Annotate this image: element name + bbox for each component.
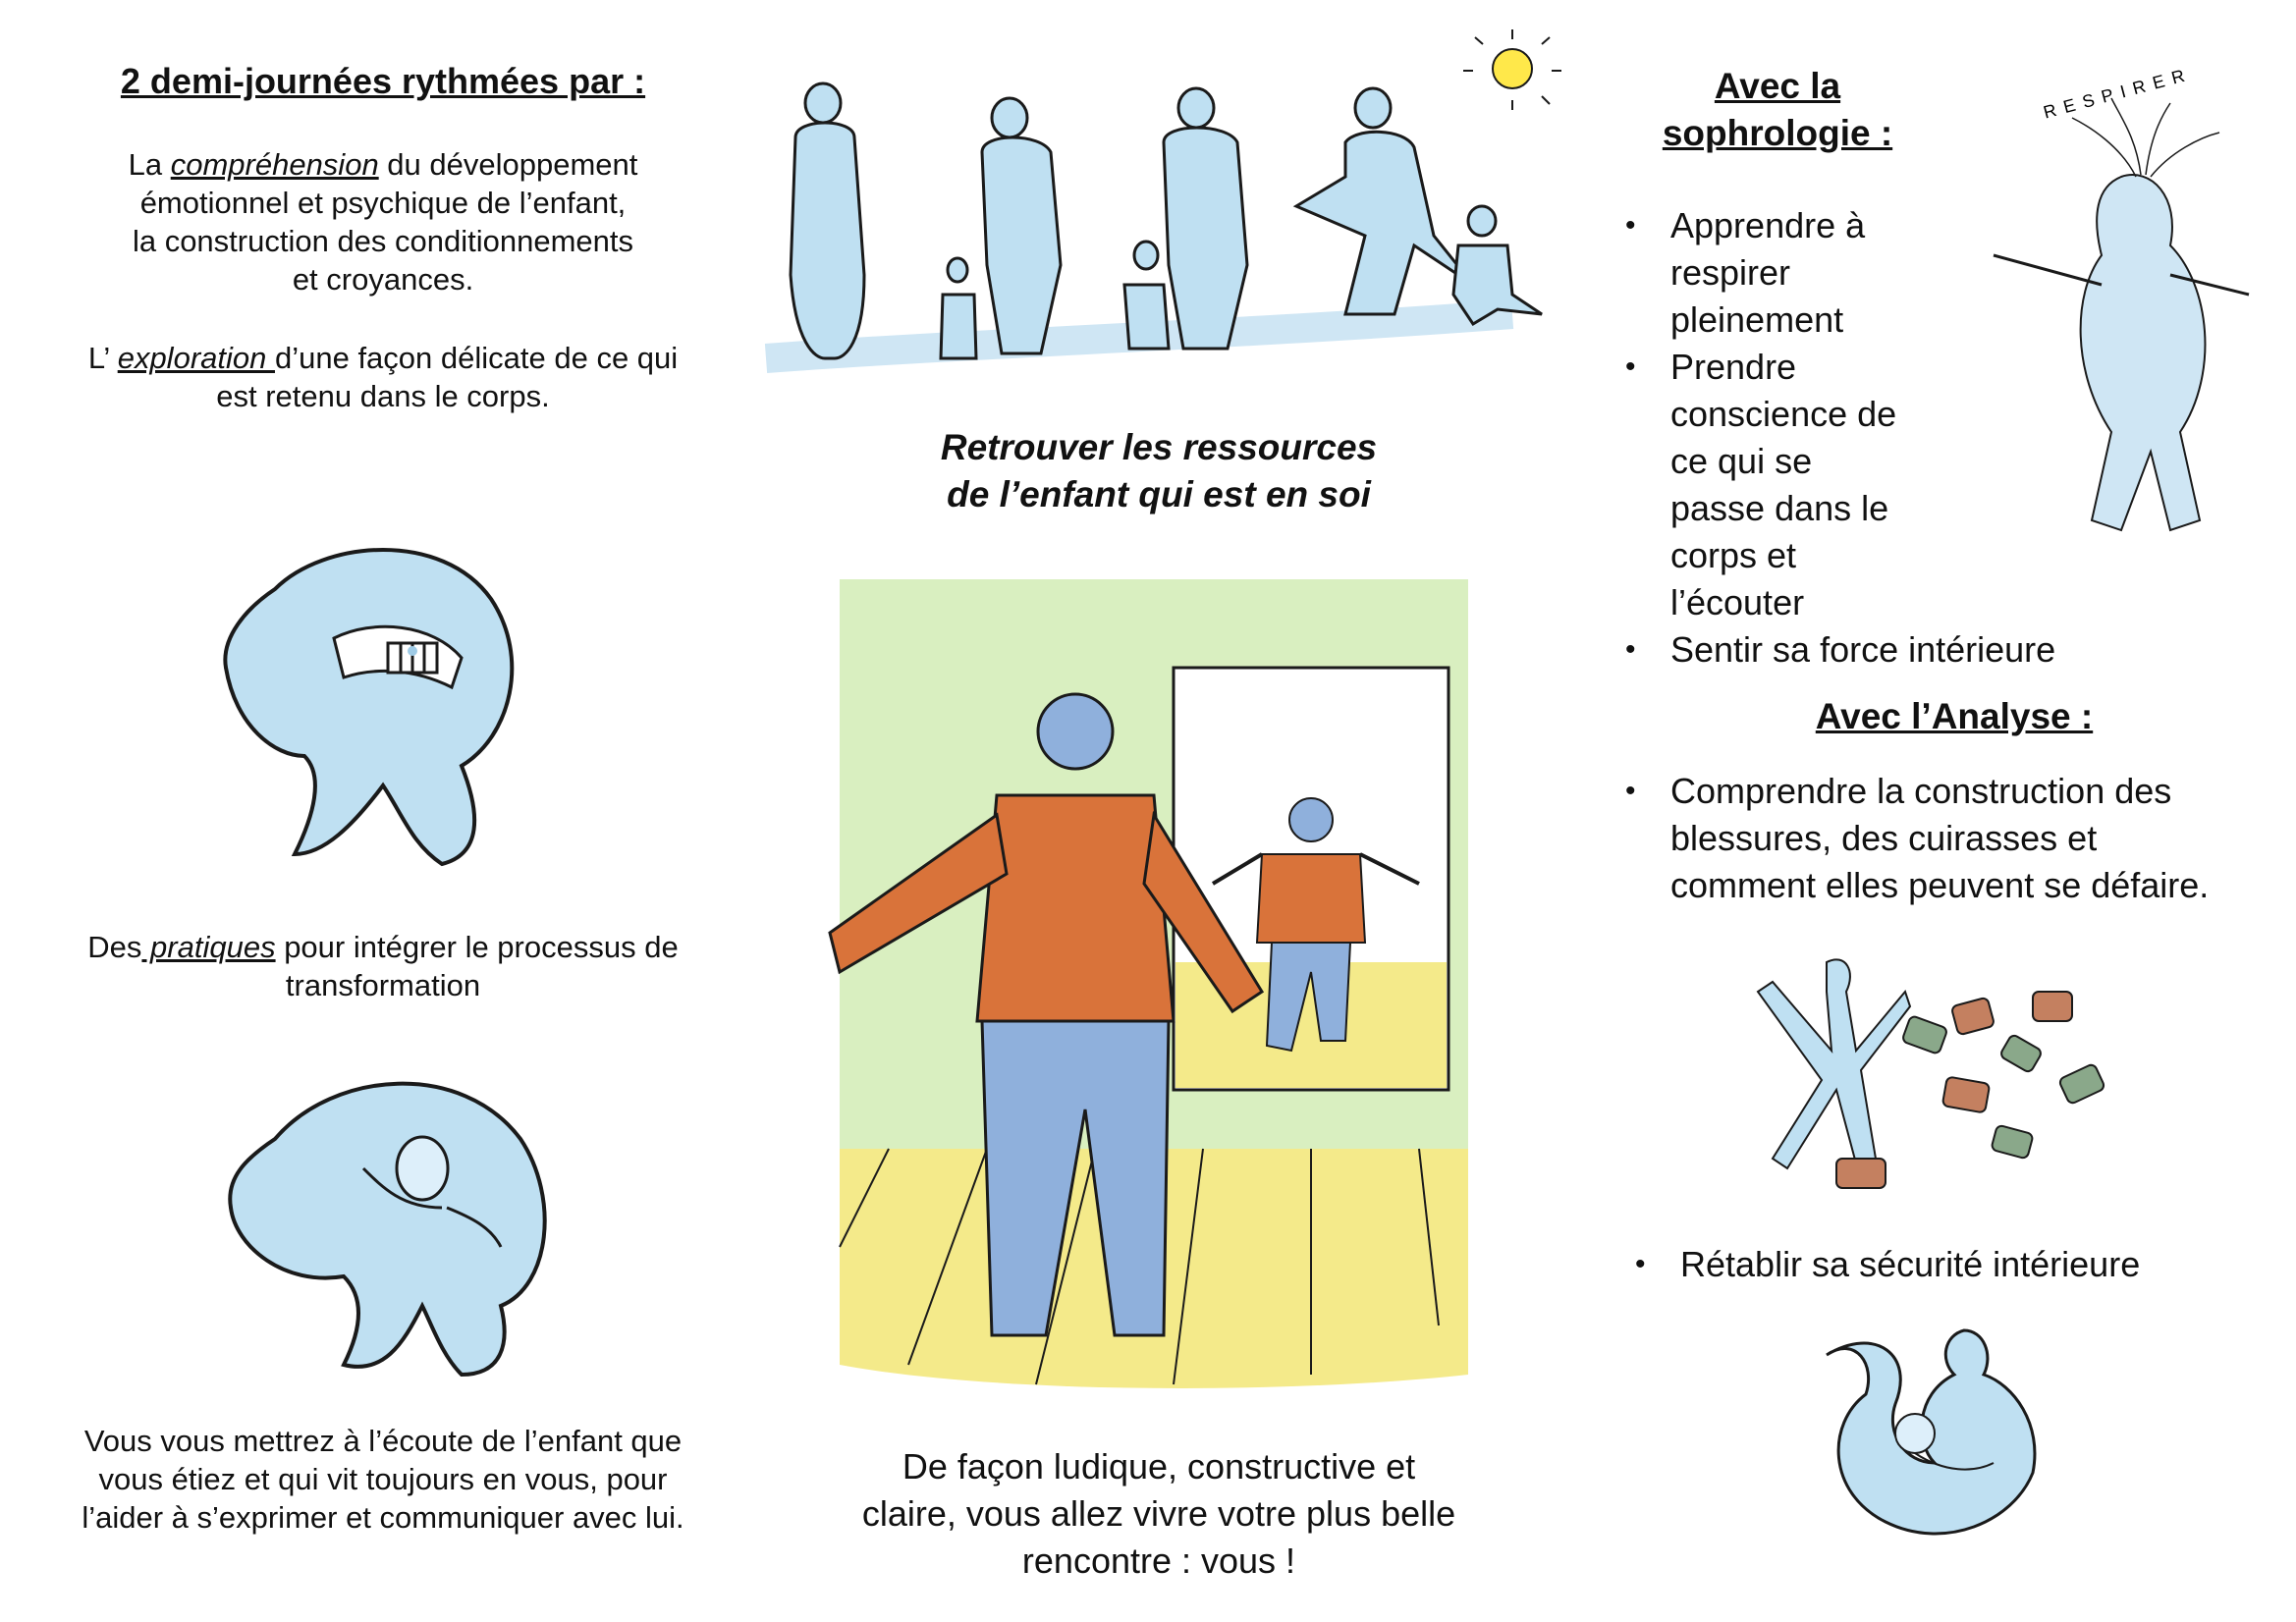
breathing-figure-illustration	[1974, 59, 2269, 550]
center-title: Retrouver les ressources de l’enfant qui est en soi	[940, 427, 1378, 514]
paragraph-ecoute: Vous vous mettrez à l’écoute de l’enfant que vous étiez et qui vit toujours en vous, pour l’aider à s’exprimer et communiquer avec lui.	[82, 1424, 684, 1535]
emphasis-exploration: exploration	[117, 341, 275, 375]
emphasis-comprehension: compréhension	[170, 147, 379, 182]
armor-breaking-illustration	[1748, 933, 2160, 1208]
left-heading: 2 demi-journées rythmées par :	[120, 61, 646, 101]
list-item: • Prendre conscience de ce qui se passe dans le corps et l’écouter	[1625, 344, 2116, 626]
hugging-figure-illustration	[216, 1060, 570, 1394]
mirror-scene-illustration	[800, 560, 1488, 1414]
list-item: • Apprendre à respirer pleinement	[1625, 202, 2116, 344]
breath-word: RESPIRER	[2041, 63, 2195, 123]
analyse-heading: Avec l’Analyse :	[1815, 696, 2094, 736]
list-item: • Comprendre la construction des blessures, des cuirasses et comment elles peuvent se défaire.	[1625, 768, 2254, 909]
securite-list	[1635, 1241, 2264, 1288]
paragraph-comprehension: La compréhension du développement émotionnel et psychique de l’enfant, la construction des conditionnements et croyances.	[128, 147, 638, 297]
emphasis-pratiques: pratiques	[141, 930, 276, 964]
sophrologie-heading: Avec la sophrologie :	[1662, 66, 1893, 153]
growing-figures-illustration	[766, 20, 1571, 373]
center-bottom-text: De façon ludique, constructive et claire, vous allez vivre votre plus belle rencontre : vous !	[861, 1446, 1456, 1581]
list-item: • Rétablir sa sécurité intérieure	[1635, 1241, 2264, 1288]
paragraph-exploration: L’ exploration d’une façon délicate de ce qui est retenu dans le corps.	[87, 341, 679, 413]
list-item: • Sentir sa force intérieure	[1625, 626, 2116, 674]
paragraph-pratiques: Des pratiques pour intégrer le processus de transformation	[87, 930, 679, 1002]
curled-figure-illustration	[216, 530, 530, 874]
embrace-figure-illustration	[1768, 1316, 2062, 1581]
analyse-list	[1625, 768, 2254, 909]
